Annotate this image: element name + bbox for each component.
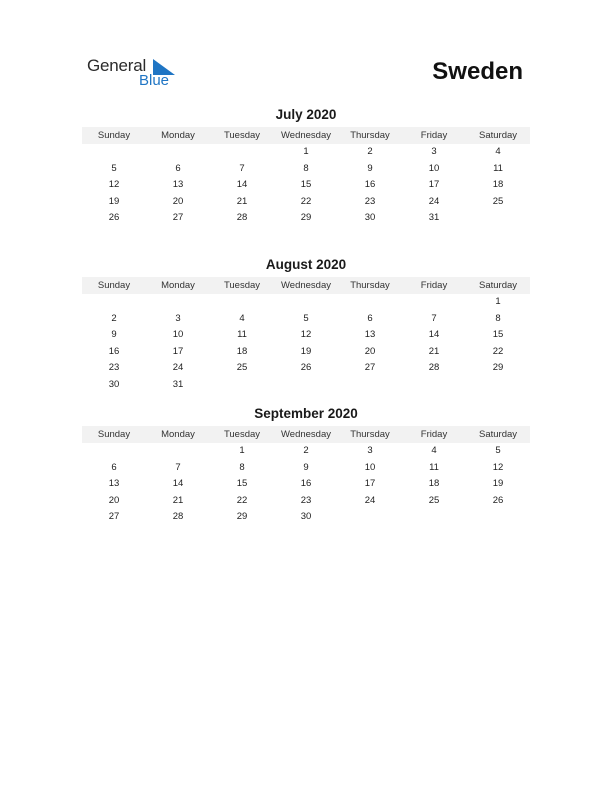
day-cell: 28 (236, 212, 248, 223)
day-cell: 4 (239, 312, 245, 324)
day-cell: 25 (428, 494, 440, 506)
day-cell: 29 (492, 362, 504, 373)
day-cell (338, 509, 402, 526)
day-cell: 27 (172, 212, 184, 223)
week-row (82, 327, 530, 344)
day-cell: 19 (300, 345, 312, 357)
weekday-label: Wednesday (281, 280, 331, 291)
weekday-label: Saturday (478, 429, 518, 440)
weekday-label: Tuesday (223, 130, 261, 141)
day-cell: 8 (239, 461, 245, 473)
day-cell: 2 (303, 445, 309, 456)
week-row (82, 476, 530, 493)
month-title: August 2020 (265, 257, 347, 272)
weekday-label: Sunday (97, 130, 131, 141)
day-cell (210, 144, 274, 161)
day-cell: 13 (108, 478, 120, 489)
day-cell: 9 (111, 329, 117, 340)
day-cell: 11 (493, 162, 503, 174)
day-cell: 2 (367, 146, 373, 157)
day-cell: 17 (428, 179, 440, 190)
day-cell: 11 (429, 461, 439, 473)
day-cell (82, 144, 146, 161)
day-cell (210, 294, 274, 311)
day-cell: 7 (431, 312, 437, 324)
day-cell (466, 509, 530, 526)
day-cell: 14 (172, 478, 184, 489)
week-row (82, 360, 530, 377)
day-cell: 14 (236, 179, 248, 190)
weekday-label: Thursday (350, 280, 390, 291)
day-cell: 24 (172, 362, 184, 373)
brand-general-text: General (87, 56, 147, 75)
day-cell: 30 (108, 378, 120, 390)
day-cell (402, 294, 466, 311)
week-row (82, 294, 530, 311)
day-cell: 20 (364, 345, 376, 357)
day-cell (338, 377, 402, 394)
day-cell: 8 (495, 312, 501, 324)
weekday-label: Saturday (478, 130, 518, 141)
day-cell (146, 294, 210, 311)
day-cell (274, 377, 338, 394)
day-cell: 17 (364, 478, 376, 489)
day-cell: 22 (236, 494, 248, 506)
weekday-label: Thursday (350, 429, 390, 440)
day-cell: 7 (175, 461, 181, 473)
day-cell: 18 (428, 478, 440, 489)
day-cell: 6 (111, 461, 117, 473)
weekday-label: Friday (420, 429, 448, 440)
day-cell: 29 (300, 212, 312, 223)
day-cell: 16 (364, 179, 376, 190)
day-cell: 11 (237, 329, 247, 340)
day-cell: 31 (172, 378, 184, 390)
day-cell: 20 (108, 494, 120, 506)
day-cell: 3 (431, 146, 437, 157)
day-cell: 28 (428, 362, 440, 373)
week-row (82, 161, 530, 178)
day-cell: 27 (364, 362, 376, 373)
month-title: July 2020 (275, 107, 337, 122)
day-cell: 18 (236, 345, 248, 357)
week-row (82, 210, 530, 227)
day-cell: 3 (367, 445, 373, 456)
day-cell: 20 (172, 195, 184, 207)
day-cell: 15 (492, 329, 504, 340)
day-cell: 27 (108, 511, 120, 522)
weekday-label: Friday (420, 280, 448, 291)
day-cell: 3 (175, 312, 181, 324)
day-cell: 2 (111, 312, 117, 324)
month-block (82, 106, 530, 227)
day-cell: 21 (428, 345, 440, 357)
day-cell: 28 (172, 511, 184, 522)
day-cell: 12 (108, 179, 120, 190)
weekday-label: Tuesday (223, 280, 261, 291)
day-cell (466, 377, 530, 394)
weekday-header-row (82, 426, 530, 443)
week-row (82, 177, 530, 194)
week-row (82, 311, 530, 328)
day-cell: 25 (236, 362, 248, 373)
day-cell: 6 (367, 312, 373, 324)
day-cell: 18 (492, 179, 504, 190)
day-cell: 21 (172, 494, 184, 506)
weekday-label: Friday (420, 130, 448, 141)
week-row (82, 460, 530, 477)
week-row (82, 194, 530, 211)
week-row (82, 344, 530, 361)
day-cell: 1 (495, 296, 501, 307)
day-cell: 23 (300, 494, 312, 506)
weekday-header-row (82, 127, 530, 144)
weekday-header-row (82, 277, 530, 294)
day-cell: 26 (492, 494, 504, 506)
day-cell: 22 (300, 195, 312, 207)
day-cell: 1 (303, 146, 309, 157)
day-cell: 5 (303, 312, 309, 324)
day-cell: 16 (108, 345, 120, 357)
day-cell: 15 (300, 179, 312, 190)
weekday-label: Sunday (97, 280, 131, 291)
week-row (82, 377, 530, 394)
weekday-label: Wednesday (281, 130, 331, 141)
weekday-label: Monday (161, 429, 195, 440)
day-cell: 16 (300, 478, 312, 489)
day-cell (274, 294, 338, 311)
month-title: September 2020 (254, 406, 358, 421)
day-cell: 1 (239, 445, 245, 456)
weekday-label: Monday (161, 280, 195, 291)
month-block (82, 405, 530, 526)
day-cell: 23 (364, 195, 376, 207)
day-cell: 13 (364, 329, 376, 340)
day-cell: 6 (175, 162, 181, 174)
day-cell: 23 (108, 362, 120, 373)
day-cell: 30 (300, 511, 312, 522)
weekday-label: Wednesday (281, 429, 331, 440)
day-cell: 29 (236, 511, 248, 522)
day-cell: 26 (300, 362, 312, 373)
day-cell (402, 509, 466, 526)
brand-blue-text: Blue (139, 72, 170, 89)
day-cell: 12 (492, 461, 504, 473)
week-row (82, 509, 530, 526)
day-cell: 21 (236, 195, 248, 207)
day-cell (402, 377, 466, 394)
weekday-label: Thursday (350, 130, 390, 141)
day-cell: 14 (428, 329, 440, 340)
day-cell: 10 (172, 329, 184, 340)
day-cell: 19 (492, 478, 504, 489)
day-cell: 8 (303, 162, 309, 174)
day-cell: 7 (239, 162, 245, 174)
weekday-label: Tuesday (223, 429, 261, 440)
day-cell (82, 294, 146, 311)
day-cell (146, 443, 210, 460)
day-cell: 24 (364, 494, 376, 506)
day-cell: 5 (111, 162, 117, 174)
day-cell: 25 (492, 195, 504, 207)
day-cell: 22 (492, 345, 504, 357)
day-cell (466, 210, 530, 227)
day-cell: 9 (303, 461, 309, 473)
day-cell: 5 (495, 445, 501, 456)
week-row (82, 493, 530, 510)
day-cell: 10 (364, 461, 376, 473)
day-cell: 31 (428, 212, 440, 223)
day-cell: 9 (367, 162, 373, 174)
day-cell: 17 (172, 345, 184, 357)
day-cell (146, 144, 210, 161)
day-cell (82, 443, 146, 460)
day-cell: 4 (431, 445, 437, 456)
day-cell: 24 (428, 195, 440, 207)
day-cell: 26 (108, 212, 120, 223)
day-cell (338, 294, 402, 311)
weekday-label: Sunday (97, 429, 131, 440)
day-cell: 19 (108, 195, 120, 207)
day-cell: 30 (364, 212, 376, 223)
month-block (82, 256, 530, 393)
day-cell: 12 (300, 329, 312, 340)
week-row (82, 144, 530, 161)
day-cell: 15 (236, 478, 248, 489)
weekday-label: Saturday (478, 280, 518, 291)
brand-logo (87, 56, 187, 92)
week-row (82, 443, 530, 460)
day-cell (210, 377, 274, 394)
day-cell: 10 (428, 162, 440, 174)
weekday-label: Monday (161, 130, 195, 141)
day-cell: 13 (172, 179, 184, 190)
day-cell: 4 (495, 146, 501, 157)
country-title: Sweden (432, 58, 523, 85)
